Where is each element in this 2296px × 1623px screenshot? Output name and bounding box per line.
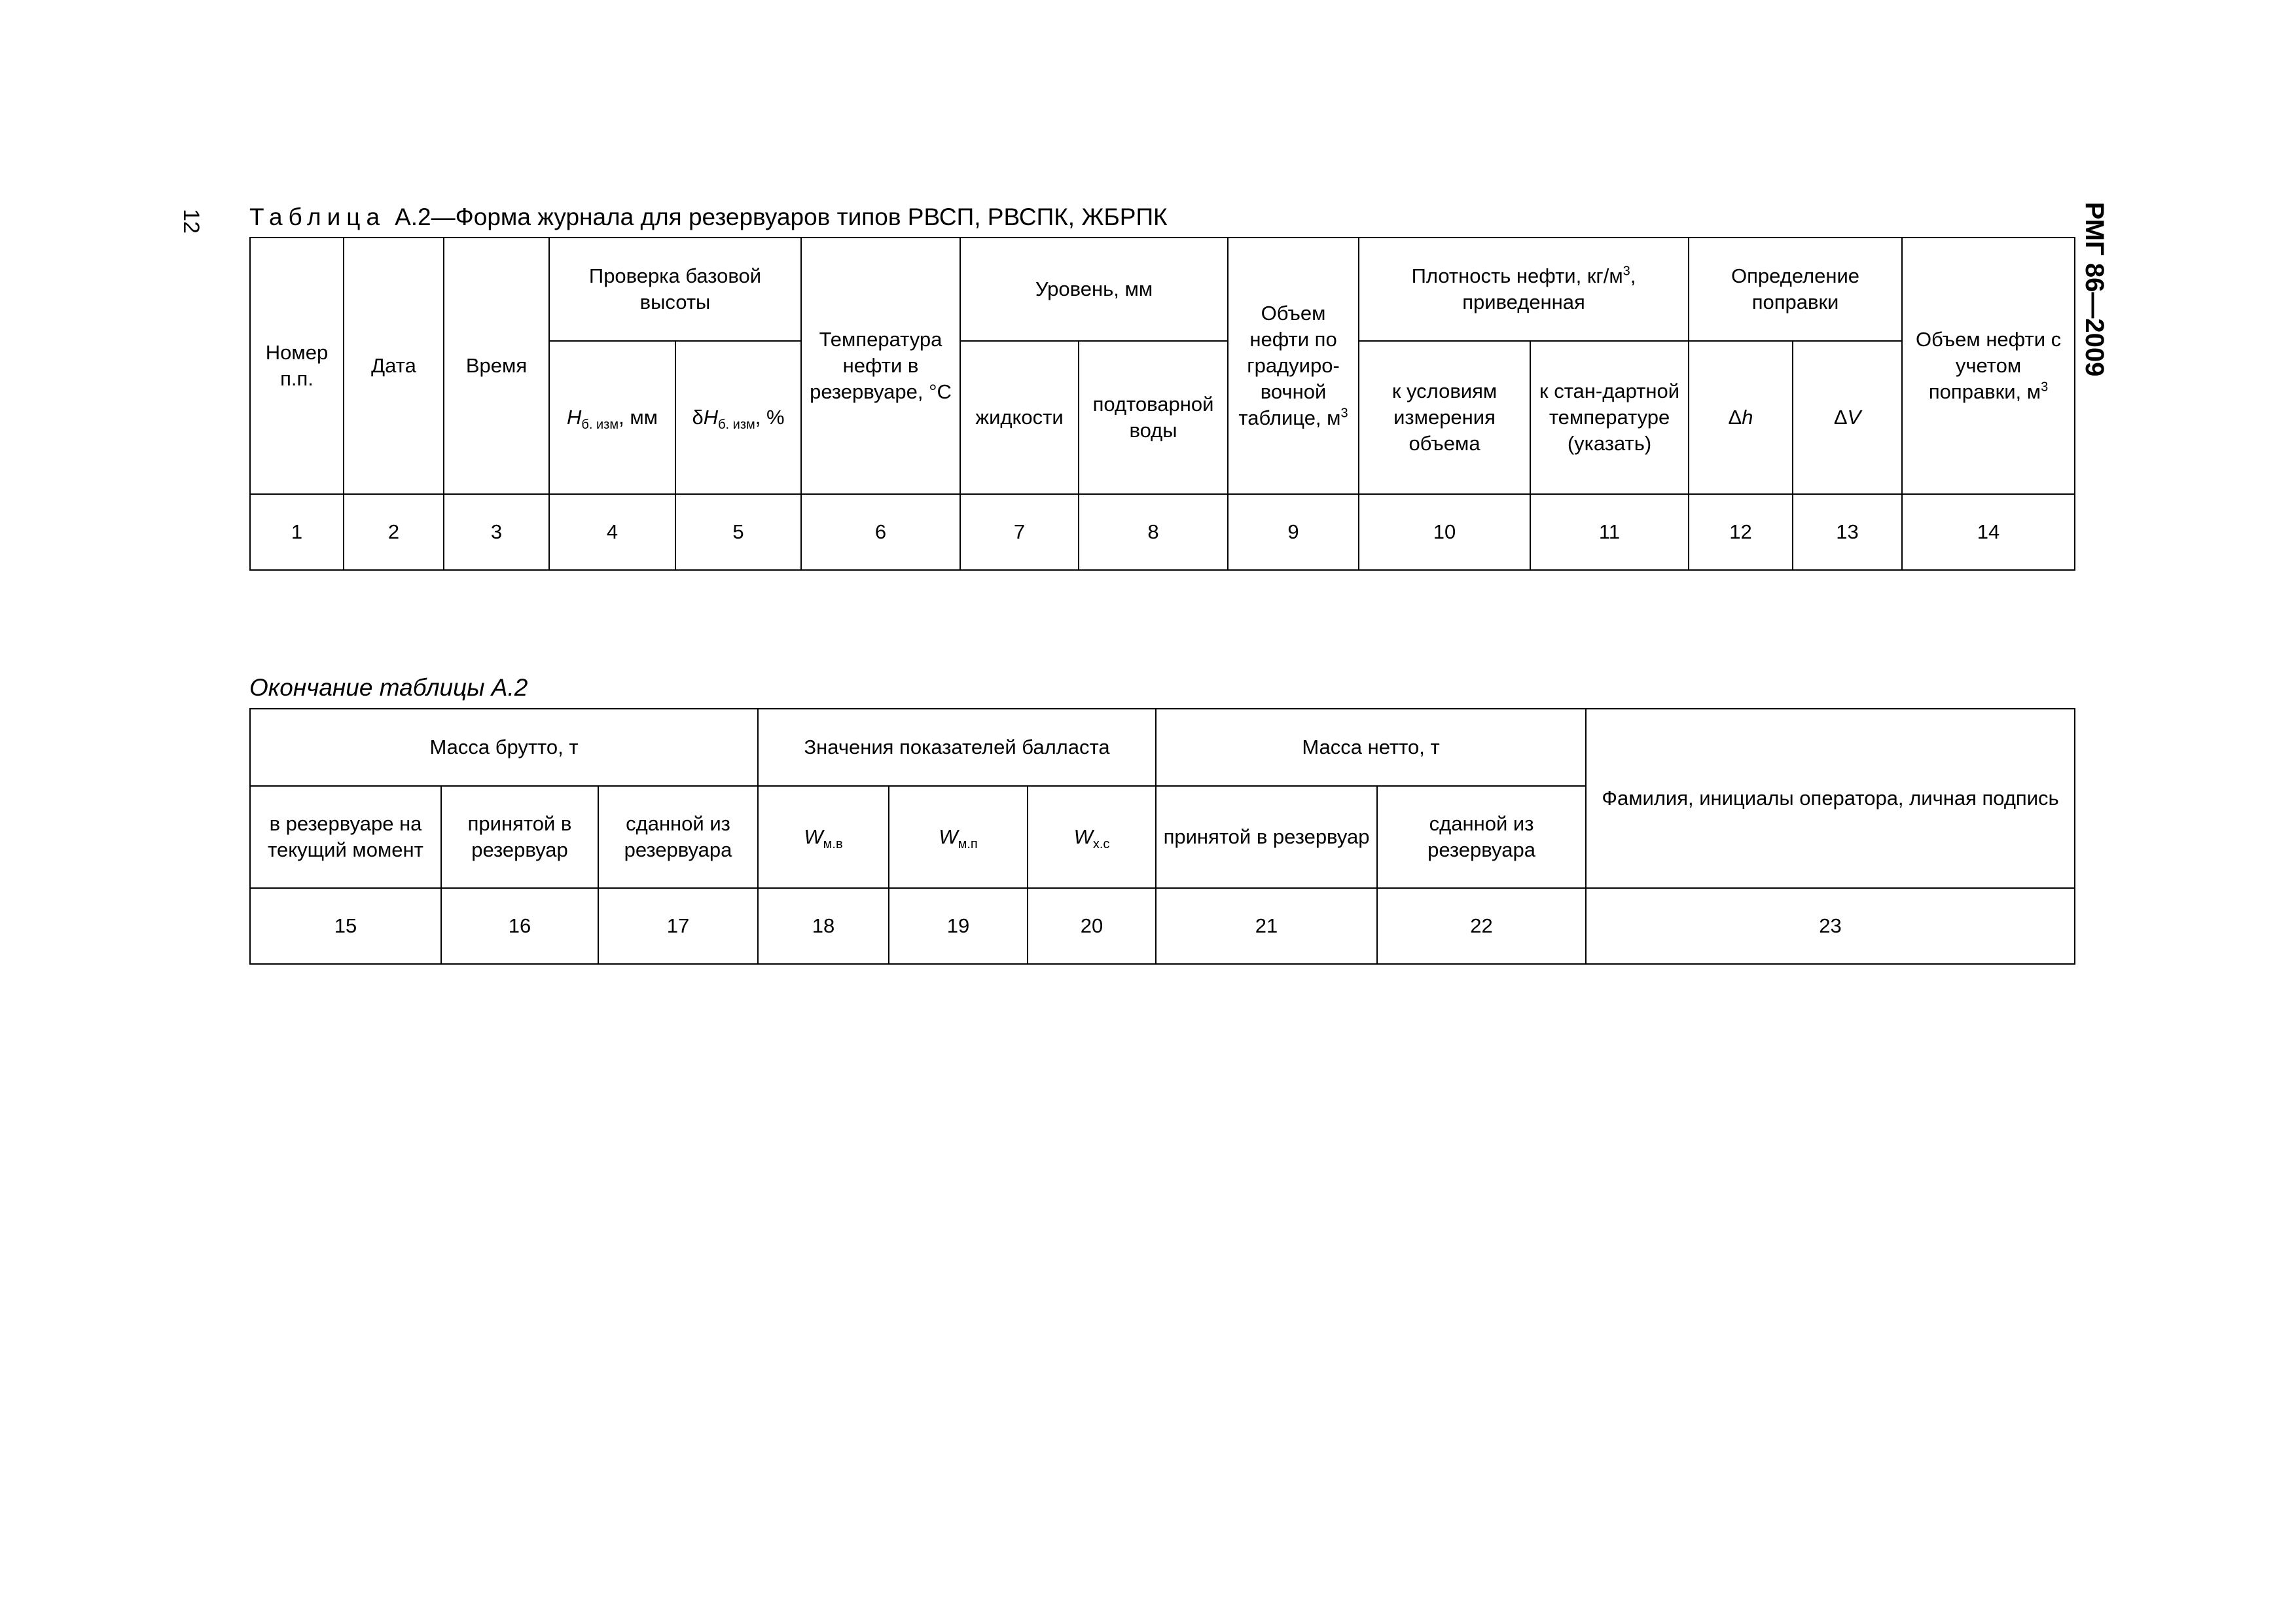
table1-caption-text: А.2—Форма журнала для резервуаров типов РВСП, РВСПК, ЖБРПК	[395, 204, 1168, 230]
dh-meas-symbol: H	[703, 406, 719, 429]
header-gross-delivered: сданной из резервуара	[598, 786, 758, 888]
h-meas-symbol: H	[567, 406, 582, 429]
tank-journal-table	[249, 237, 2075, 571]
w-xs-symbol: W	[1073, 825, 1093, 848]
header-density-std: к стан-дартной температуре (указать)	[1530, 341, 1689, 494]
col-number: 17	[598, 888, 758, 964]
page-number: 12	[179, 209, 204, 234]
volume-corr-text: Объем нефти с учетом поправки, м	[1915, 328, 2062, 403]
header-w-mp	[889, 786, 1028, 888]
col-number: 15	[250, 888, 441, 964]
col-number: 4	[549, 494, 675, 570]
w-mp-symbol: W	[939, 825, 958, 848]
col-number: 9	[1228, 494, 1359, 570]
col-number: 23	[1586, 888, 2075, 964]
col-number: 18	[758, 888, 889, 964]
header-date: Дата	[344, 238, 444, 494]
w-mv-sub: м.в	[823, 837, 843, 852]
w-mp-sub: м.п	[958, 837, 978, 852]
header-level-liquid: жидкости	[960, 341, 1079, 494]
w-mv-symbol: W	[804, 825, 823, 848]
header-delta-v	[1793, 341, 1902, 494]
table2-number-row	[250, 888, 2075, 964]
header-gross-received: принятой в резервуар	[441, 786, 598, 888]
table1-number-row	[250, 494, 2075, 570]
header-delta-h	[1689, 341, 1793, 494]
density-sup: 3	[1623, 264, 1630, 279]
col-number: 16	[441, 888, 598, 964]
delta-v-symbol: V	[1847, 406, 1861, 429]
header-density	[1359, 238, 1689, 341]
h-meas-unit: , мм	[619, 406, 658, 429]
dh-meas-unit: , %	[755, 406, 785, 429]
col-number: 22	[1377, 888, 1586, 964]
dh-meas-sub: б. изм	[718, 418, 755, 433]
col-number: 1	[250, 494, 344, 570]
header-net-mass: Масса нетто, т	[1156, 709, 1586, 786]
col-number: 5	[675, 494, 801, 570]
table1-caption-prefix: Таблица	[249, 204, 386, 230]
col-number: 6	[801, 494, 960, 570]
col-number: 3	[444, 494, 549, 570]
volume-table-text: Объем нефти по градуиро-вочной таблице, м	[1238, 302, 1341, 429]
col-number: 20	[1028, 888, 1156, 964]
header-w-xs	[1028, 786, 1156, 888]
header-base-height-check: Проверка базовой высоты	[549, 238, 801, 341]
col-number: 21	[1156, 888, 1377, 964]
table2-caption: Окончание таблицы А.2	[249, 674, 528, 701]
density-text: Плотность нефти, кг/м	[1411, 264, 1623, 287]
density-tail: , приведенная	[1462, 264, 1636, 313]
header-number: Номер п.п.	[250, 238, 344, 494]
col-number: 14	[1902, 494, 2075, 570]
tank-journal-table-end	[249, 708, 2075, 965]
header-h-meas	[549, 341, 675, 494]
header-ballast: Значения показателей балласта	[758, 709, 1156, 786]
col-number: 19	[889, 888, 1028, 964]
dh-meas-prefix: δ	[692, 406, 704, 429]
header-dh-meas	[675, 341, 801, 494]
header-net-delivered: сданной из резервуара	[1377, 786, 1586, 888]
header-temperature: Температура нефти в резервуаре, °С	[801, 238, 960, 494]
header-operator: Фамилия, инициалы оператора, личная подпись	[1586, 709, 2075, 888]
table1-header-row-1	[250, 238, 2075, 341]
col-number: 8	[1079, 494, 1228, 570]
header-volume-table	[1228, 238, 1359, 494]
volume-corr-sup: 3	[2041, 380, 2049, 395]
header-level-water: подтоварной воды	[1079, 341, 1228, 494]
header-gross-mass: Масса брутто, т	[250, 709, 758, 786]
table2-header-row-1	[250, 709, 2075, 786]
col-number: 7	[960, 494, 1079, 570]
h-meas-sub: б. изм	[581, 418, 619, 433]
header-volume-corrected	[1902, 238, 2075, 494]
header-time: Время	[444, 238, 549, 494]
table1-caption	[249, 201, 1168, 234]
header-density-meas: к условиям измерения объема	[1359, 341, 1530, 494]
delta-h-sign: Δ	[1728, 406, 1742, 429]
header-correction: Определение поправки	[1689, 238, 1902, 341]
col-number: 11	[1530, 494, 1689, 570]
w-xs-sub: х.с	[1092, 837, 1110, 852]
delta-h-symbol: h	[1742, 406, 1753, 429]
header-gross-current: в резервуаре на текущий момент	[250, 786, 441, 888]
header-w-mv	[758, 786, 889, 888]
col-number: 13	[1793, 494, 1902, 570]
col-number: 10	[1359, 494, 1530, 570]
col-number: 2	[344, 494, 444, 570]
delta-v-sign: Δ	[1833, 406, 1848, 429]
volume-table-sup: 3	[1340, 406, 1348, 421]
header-level: Уровень, мм	[960, 238, 1228, 341]
header-net-received: принятой в резервуар	[1156, 786, 1377, 888]
standard-code: РМГ 86—2009	[2080, 202, 2109, 377]
col-number: 12	[1689, 494, 1793, 570]
